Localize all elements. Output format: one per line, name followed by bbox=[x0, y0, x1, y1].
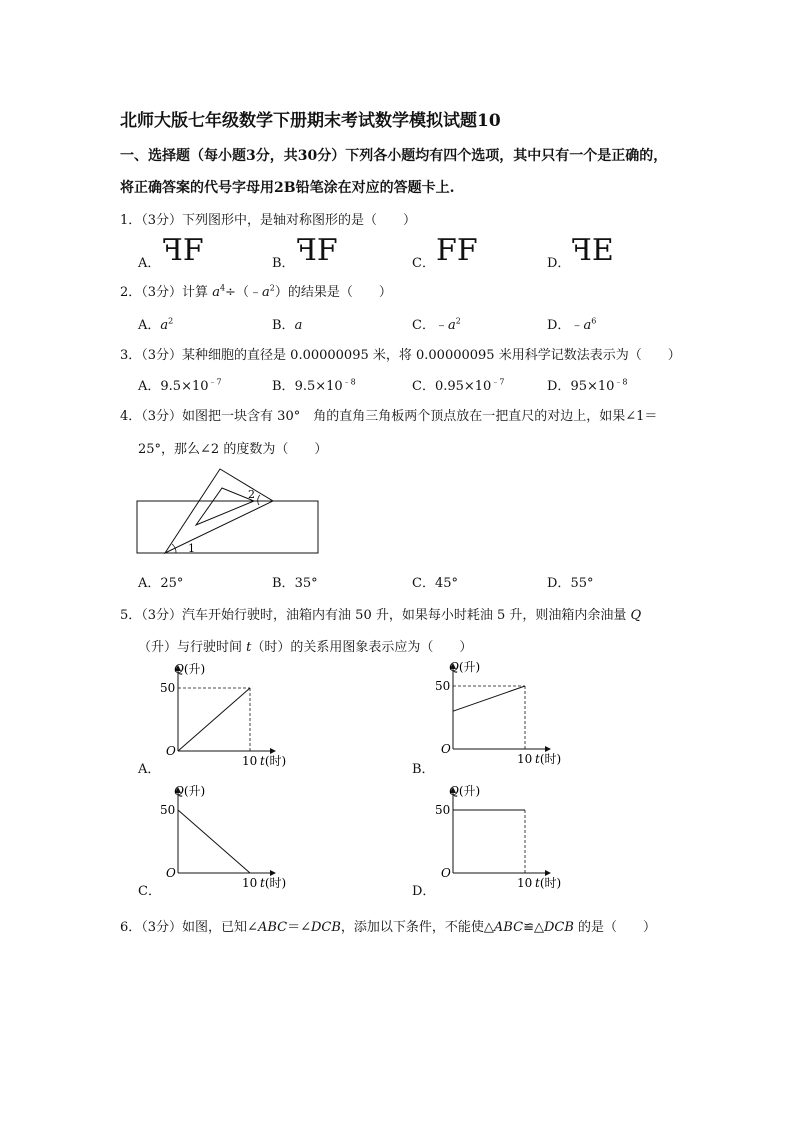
section-instructions-line2: 将正确答案的代号字母用2B铅笔涂在对应的答题卡上. bbox=[120, 180, 455, 196]
q5-option-c-label[interactable]: C． bbox=[138, 884, 161, 899]
f-glyph: F bbox=[436, 233, 457, 268]
triangle-inner bbox=[196, 488, 254, 525]
q5-graph-b[interactable] bbox=[425, 660, 562, 769]
q5-graph-d[interactable] bbox=[425, 784, 562, 893]
q1-stem: 1．（3分）下列图形中，是轴对称图形的是（ ） bbox=[120, 213, 417, 228]
q2-option-c[interactable]: C．$﹣a^2$ bbox=[412, 316, 461, 333]
q5-stem-line2: （升）与行驶时间 t（时）的关系用图象表示应为（ ） bbox=[138, 640, 473, 655]
triangle-outer bbox=[165, 469, 273, 553]
option-label: D． bbox=[547, 256, 571, 271]
q2-option-a[interactable]: A．$a^2$ bbox=[138, 316, 174, 333]
q5-graph-a[interactable] bbox=[150, 662, 287, 771]
y-tick-label: 50 bbox=[435, 803, 451, 817]
q4-figure bbox=[130, 465, 330, 560]
q4-stem-line1: 4．（3分）如图把一块含有 30° 角的直角三角板两个顶点放在一把直尺的对边上，如果∠1＝ bbox=[120, 409, 658, 424]
y-axis-label: Q(升) bbox=[449, 784, 481, 798]
q4-option-b[interactable]: B．35° bbox=[272, 576, 318, 591]
f-glyph: F bbox=[316, 233, 338, 268]
option-label: B． bbox=[272, 256, 295, 271]
origin-label: O bbox=[166, 866, 176, 880]
e-glyph: E bbox=[591, 233, 614, 268]
q3-option-c[interactable]: C．$0.95\times 10^{﹣7}$ bbox=[412, 377, 505, 394]
x-tick-label: 10 bbox=[242, 876, 258, 890]
q3-option-d[interactable]: D．$95\times 10^{﹣8}$ bbox=[547, 377, 628, 394]
angle1-label: 1 bbox=[188, 542, 195, 555]
option-label: C． bbox=[412, 256, 435, 271]
x-axis-label: t(时) bbox=[260, 754, 287, 768]
q4-option-a[interactable]: A．25° bbox=[138, 576, 184, 591]
angle2-arc bbox=[258, 495, 260, 505]
mirrored-f-glyph: F bbox=[162, 233, 183, 268]
data-line bbox=[178, 688, 250, 751]
origin-label: O bbox=[166, 744, 176, 758]
q3-stem: 3．（3分）某种细胞的直径是 0.00000095 米，将 0.00000095 米用科学记数法表示为（ ） bbox=[120, 348, 681, 363]
option-label: A． bbox=[138, 256, 161, 271]
q5-option-b-label[interactable]: B． bbox=[412, 762, 435, 777]
x-tick-label: 10 bbox=[242, 754, 258, 768]
data-line bbox=[178, 810, 250, 873]
angle2-label: 2 bbox=[248, 488, 255, 501]
x-axis-label: t(时) bbox=[535, 876, 562, 890]
q5-stem-line1: 5．（3分）汽车开始行驶时，油箱内有油 50 升，如果每小时耗油 5 升，则油箱内余油量 Q bbox=[120, 608, 642, 623]
f-glyph: F bbox=[182, 233, 204, 268]
mirrored-f-glyph: F bbox=[296, 233, 317, 268]
q2-option-b[interactable]: B．a bbox=[272, 318, 303, 333]
page-title: 北师大版七年级数学下册期末考试数学模拟试题10 bbox=[120, 111, 501, 131]
data-line bbox=[453, 686, 525, 711]
q4-stem-line2: 25°，那么∠2 的度数为（ ） bbox=[138, 442, 328, 457]
y-axis-label: Q(升) bbox=[174, 662, 206, 676]
q2-stem: 2．（3分）计算 $a^4\div(﹣a^2)$的结果是（ ） bbox=[120, 283, 392, 300]
q4-option-d[interactable]: D．55° bbox=[547, 576, 594, 591]
x-tick-label: 10 bbox=[517, 752, 533, 766]
x-axis-label: t(时) bbox=[260, 876, 287, 890]
y-tick-label: 50 bbox=[160, 681, 176, 695]
x-axis-label: t(时) bbox=[535, 752, 562, 766]
q3-option-a[interactable]: A．$9.5\times 10^{﹣7}$ bbox=[138, 377, 222, 394]
q4-option-c[interactable]: C．45° bbox=[412, 576, 458, 591]
q6-stem: 6．（3分）如图，已知∠ABC＝∠DCB，添加以下条件，不能使△ABC≌△DCB 的是（ ） bbox=[120, 920, 657, 935]
q5-graph-c[interactable] bbox=[150, 784, 287, 893]
mirrored-f-glyph: F bbox=[571, 233, 592, 268]
y-axis-label: Q(升) bbox=[449, 660, 481, 674]
y-tick-label: 50 bbox=[160, 803, 176, 817]
section-instructions-line1: 一、选择题（每小题3分，共30分）下列各小题均有四个选项，其中只有一个是正确的， bbox=[120, 148, 668, 164]
y-tick-label: 50 bbox=[435, 679, 451, 693]
x-tick-label: 10 bbox=[517, 876, 533, 890]
f-glyph: F bbox=[456, 233, 478, 268]
origin-label: O bbox=[441, 866, 451, 880]
q5-option-d-label[interactable]: D． bbox=[412, 884, 436, 899]
q2-option-d[interactable]: D．$﹣a^6$ bbox=[547, 316, 597, 333]
q3-option-b[interactable]: B．$9.5\times 10^{﹣8}$ bbox=[272, 377, 356, 394]
q5-option-a-label[interactable]: A． bbox=[138, 762, 161, 777]
y-axis-label: Q(升) bbox=[174, 784, 206, 798]
ruler-shape bbox=[137, 501, 318, 553]
origin-label: O bbox=[441, 742, 451, 756]
